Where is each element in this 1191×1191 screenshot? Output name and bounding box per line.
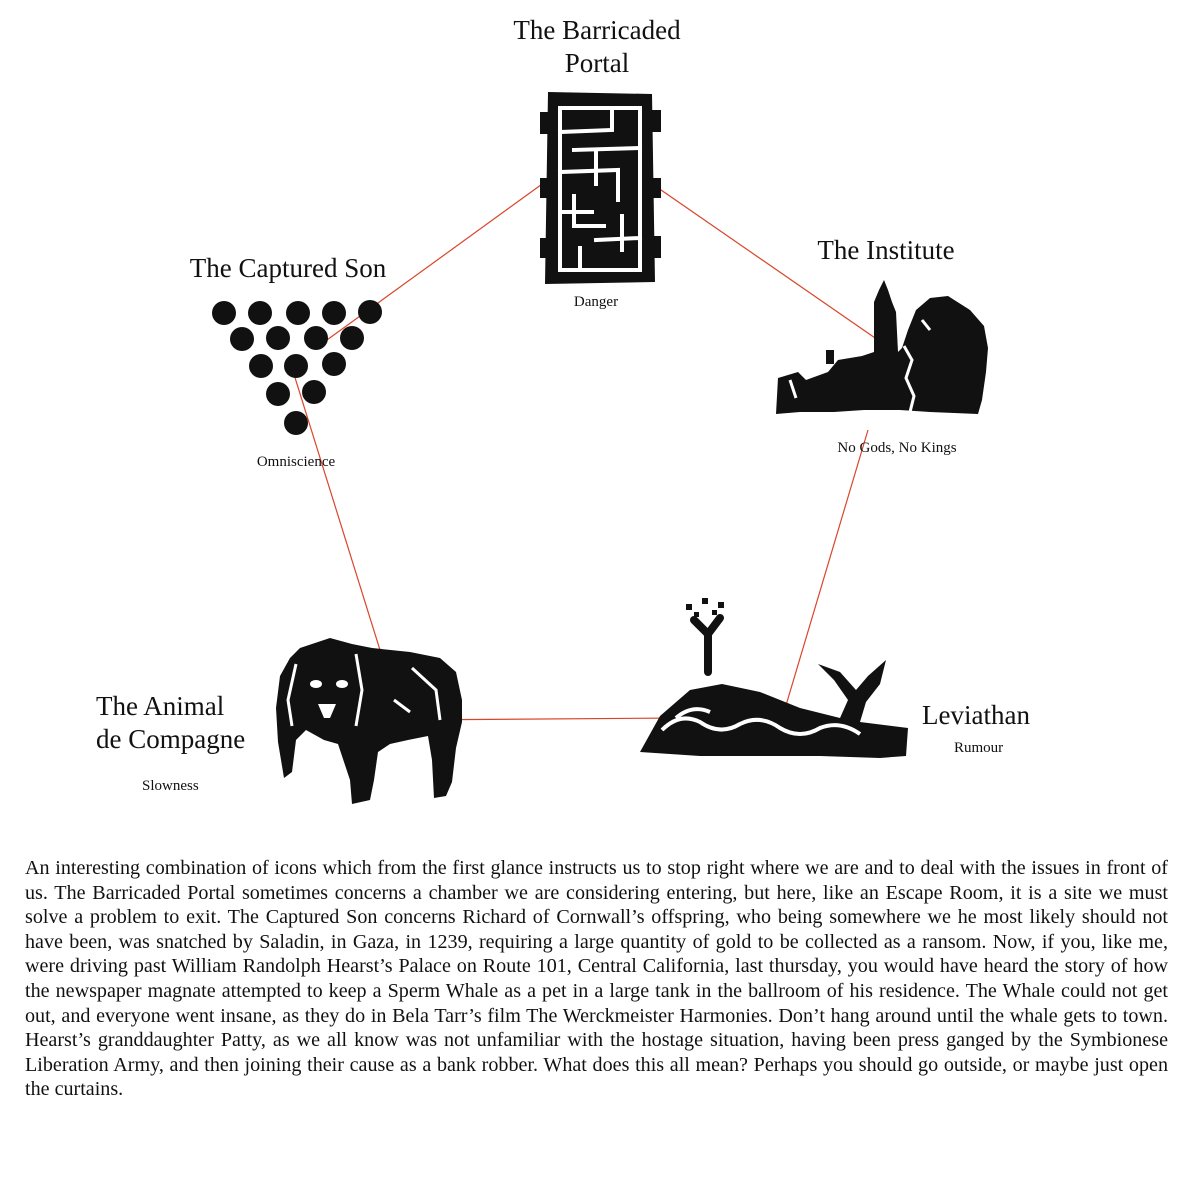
- institute-subtitle: No Gods, No Kings: [837, 440, 957, 456]
- portal-subtitle: Danger: [573, 294, 619, 310]
- animal-title-line1: The Animal: [96, 691, 225, 721]
- leviathan-subtitle: Rumour: [954, 740, 1004, 756]
- son-subtitle: Omniscience: [256, 454, 336, 470]
- institute-title: The Institute: [817, 235, 955, 265]
- animal-title-line2: de Compagne: [96, 724, 246, 754]
- son-title: The Captured Son: [189, 253, 387, 283]
- portal-title-line1: The Barricaded: [513, 15, 681, 45]
- leviathan-title: Leviathan: [922, 700, 1030, 730]
- animal-subtitle: Slowness: [142, 778, 199, 794]
- portal-title-line2: Portal: [564, 48, 630, 78]
- essay-paragraph: An interesting combination of icons which from the first glance instructs us to stop right where we are and to deal with the issues in front of us. The Barricaded Portal sometimes concerns a chamber we are considering entering, but here, like an Escape Room, it is a site we must solve a problem to exit. The Captured Son concerns Richard of Cornwall’s offspring, who being somewhere we he most likely should not have been, was snatched by Saladin, in Gaza, in 1239, requiring a large quantity of gold to be collected as a ransom. Now, if you, like me, were driving past William Randolph Hearst’s Palace on Route 101, Central California, last thursday, you would have heard the story of how the newspaper magnate attempted to keep a Sperm Whale as a pet in a large tank in the ballroom of his residence. The Whale could not get out, and everyone went insane, as they do in Bela Tarr’s film The Werckmeister Harmonies. Don’t hang around until the whale gets to town. Hearst’s granddaughter Patty, as we all know was not unfamiliar with the hostage situation, having been press ganged by the Symbionese Liberation Army, and then joining their cause as a bank robber. What does this all mean? Perhaps you should go outside, or maybe just open the curtains.: [25, 857, 1168, 1101]
